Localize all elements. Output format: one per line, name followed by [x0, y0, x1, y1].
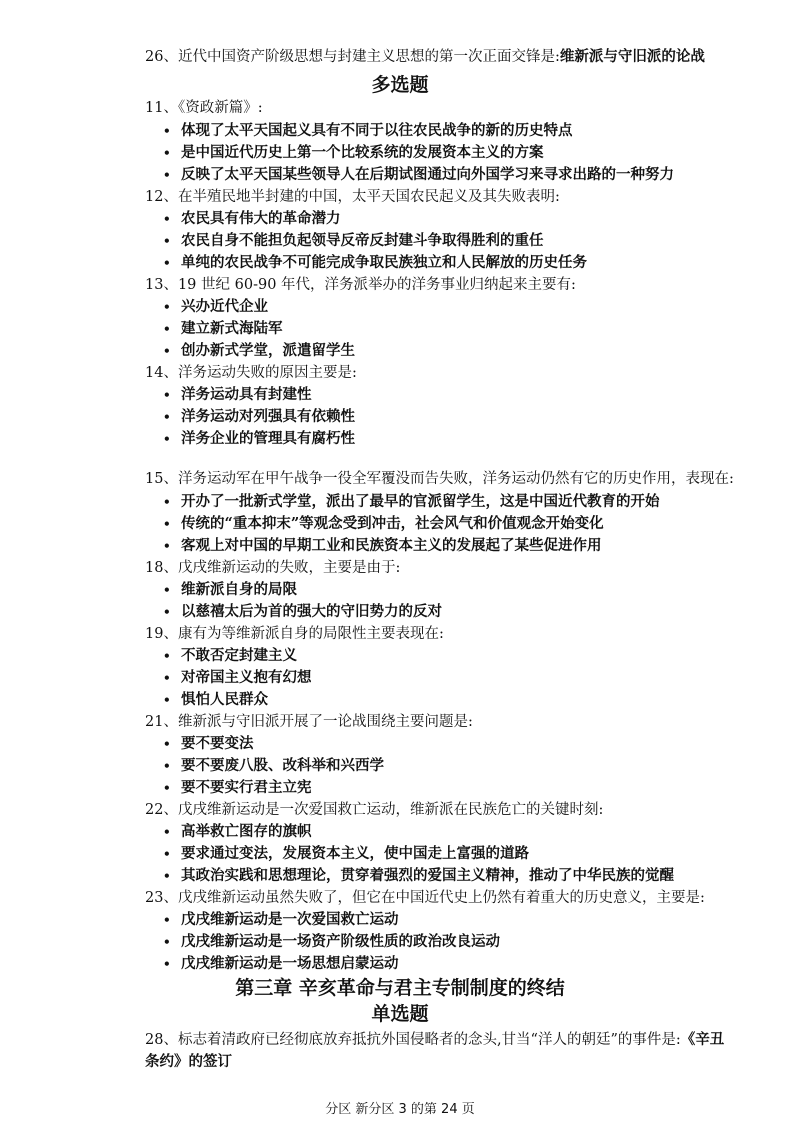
list-item: • 客观上对中国的早期工业和民族资本主义的发展起了某些促进作用: [163, 537, 602, 554]
list-item: • 戊戌维新运动是一场资产阶级性质的政治改良运动: [163, 933, 500, 950]
list-item: • 戊戌维新运动是一次爱国救亡运动: [163, 911, 399, 928]
question-21: 21、维新派与守旧派开展了一论战围绕主要问题是:: [145, 714, 473, 730]
bullet-icon: •: [163, 847, 171, 861]
bullet-icon: •: [163, 495, 171, 509]
question-26: 26、近代中国资产阶级思想与封建主义思想的第一次正面交锋是:维新派与守旧派的论战: [145, 48, 705, 65]
bullet-icon: •: [163, 605, 171, 619]
bullet-icon: •: [163, 322, 171, 336]
bullet-icon: •: [163, 432, 171, 446]
list-item: • 农民自身不能担负起领导反帝反封建斗争取得胜利的重任: [163, 232, 544, 249]
question-22: 22、戊戌维新运动是一次爱国救亡运动，维新派在民族危亡的关键时刻:: [145, 802, 604, 818]
question-23: 23、戊戌维新运动虽然失败了，但它在中国近代史上仍然有着重大的历史意义，主要是:: [145, 890, 705, 906]
bullet-icon: •: [163, 759, 171, 773]
bullet-icon: •: [163, 935, 171, 949]
list-item: • 农民具有伟大的革命潜力: [163, 210, 341, 227]
list-item: • 建立新式海陆军: [163, 320, 283, 337]
chapter-title: 第三章 辛亥革命与君主专制制度的终结: [235, 977, 565, 999]
list-item: • 对帝国主义抱有幻想: [163, 669, 312, 686]
answer: 维新派与守旧派的论战: [559, 48, 705, 65]
question-11: 11、《资政新篇》:: [145, 100, 263, 116]
bullet-icon: •: [163, 957, 171, 971]
question-15: 15、洋务运动军在甲午战争一役全军覆没而告失败，洋务运动仍然有它的历史作用，表现在:: [145, 471, 734, 487]
list-item: • 要不要实行君主立宪: [163, 779, 312, 796]
question-18: 18、戊戌维新运动的失败，主要是由于:: [145, 560, 401, 576]
bullet-icon: •: [163, 869, 171, 883]
bullet-icon: •: [163, 517, 171, 531]
list-item: • 要求通过变法，发展资本主义，使中国走上富强的道路: [163, 845, 529, 862]
list-item: • 反映了太平天国某些领导人在后期试图通过向外国学习来寻求出路的一种努力: [163, 166, 674, 183]
question-28: 28、标志着清政府已经彻底放弃抵抗外国侵略者的念头,甘当“洋人的朝廷”的事件是:《辛丑: [145, 1031, 725, 1048]
list-item: • 单纯的农民战争不可能完成争取民族独立和人民解放的历史任务: [163, 254, 587, 271]
bullet-icon: •: [163, 913, 171, 927]
bullet-icon: •: [163, 410, 171, 424]
bullet-icon: •: [163, 212, 171, 226]
bullet-icon: •: [163, 344, 171, 358]
bullet-icon: •: [163, 649, 171, 663]
bullet-icon: •: [163, 124, 171, 138]
list-item: • 要不要废八股、改科举和兴西学: [163, 757, 384, 774]
list-item: • 惧怕人民群众: [163, 691, 268, 708]
section-heading-single-choice: 单选题: [371, 1003, 429, 1025]
list-item: • 其政治实践和思想理论，贯穿着强烈的爱国主义精神，推动了中华民族的觉醒: [163, 867, 674, 884]
answer: 《辛丑: [680, 1031, 725, 1048]
list-item: • 戊戌维新运动是一场思想启蒙运动: [163, 955, 399, 972]
page-footer: 分区 新分区 3 的第 24 页: [325, 1102, 475, 1117]
list-item: • 兴办近代企业: [163, 298, 268, 315]
bullet-icon: •: [163, 539, 171, 553]
bullet-icon: •: [163, 234, 171, 248]
bullet-icon: •: [163, 168, 171, 182]
bullet-icon: •: [163, 146, 171, 160]
list-item: • 要不要变法: [163, 735, 254, 752]
list-item: • 传统的“重本抑末”等观念受到冲击，社会风气和价值观念开始变化: [163, 515, 604, 532]
list-item: • 洋务运动具有封建性: [163, 386, 312, 403]
bullet-icon: •: [163, 583, 171, 597]
list-item: • 高举救亡图存的旗帜: [163, 823, 312, 840]
list-item: • 开办了一批新式学堂，派出了最早的官派留学生，这是中国近代教育的开始: [163, 493, 660, 510]
question-19: 19、康有为等维新派自身的局限性主要表现在:: [145, 626, 444, 642]
section-heading-multiple-choice: 多选题: [371, 74, 429, 96]
list-item: • 洋务运动对列强具有依赖性: [163, 408, 355, 425]
answer-continuation: 条约》的签订: [145, 1053, 232, 1070]
list-item: • 体现了太平天国起义具有不同于以往农民战争的新的历史特点: [163, 122, 573, 139]
list-item: • 不敢否定封建主义: [163, 647, 297, 664]
bullet-icon: •: [163, 671, 171, 685]
bullet-icon: •: [163, 737, 171, 751]
bullet-icon: •: [163, 300, 171, 314]
list-item: • 创办新式学堂，派遣留学生: [163, 342, 355, 359]
bullet-icon: •: [163, 256, 171, 270]
bullet-icon: •: [163, 693, 171, 707]
bullet-icon: •: [163, 388, 171, 402]
bullet-icon: •: [163, 781, 171, 795]
question-13: 13、19 世纪 60-90 年代，洋务派举办的洋务事业归纳起来主要有:: [145, 277, 576, 293]
bullet-icon: •: [163, 825, 171, 839]
list-item: • 是中国近代历史上第一个比较系统的发展资本主义的方案: [163, 144, 544, 161]
question-14: 14、洋务运动失败的原因主要是:: [145, 365, 357, 381]
list-item: • 洋务企业的管理具有腐朽性: [163, 430, 355, 447]
list-item: • 以慈禧太后为首的强大的守旧势力的反对: [163, 603, 442, 620]
list-item: • 维新派自身的局限: [163, 581, 297, 598]
question-12: 12、在半殖民地半封建的中国，太平天国农民起义及其失败表明:: [145, 189, 560, 205]
